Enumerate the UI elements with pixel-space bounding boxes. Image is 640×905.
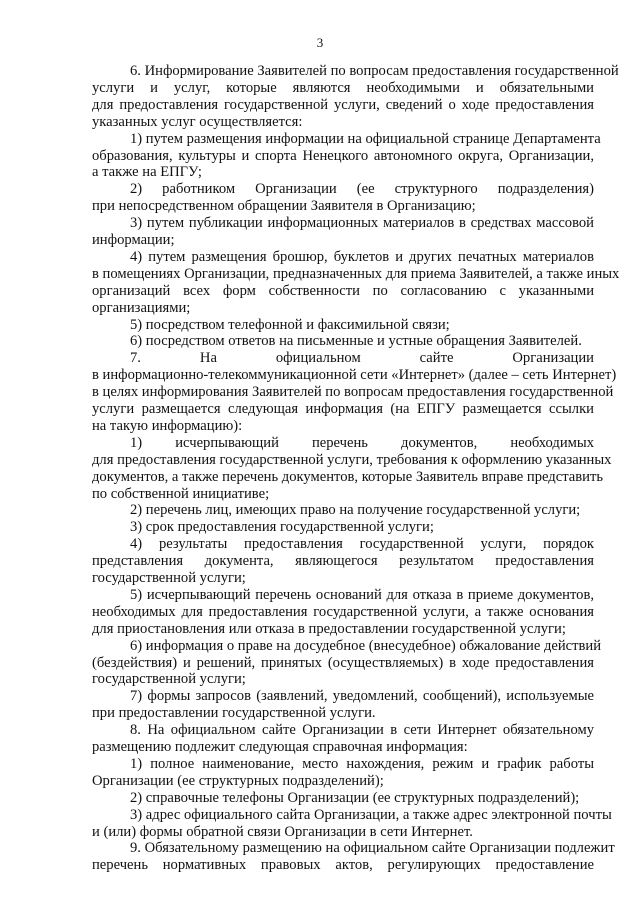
text-line: для предоставления государственной услуги, требования к оформлению указанных — [92, 451, 612, 468]
text-line: размещению подлежит следующая справочная информация: — [92, 739, 468, 755]
text-line: документов, а также перечень документов, которые Заявитель вправе представить — [92, 468, 603, 485]
text-line: при предоставлении государственной услуги. — [92, 705, 376, 722]
text-line: (бездействия) и решений, принятых (осуществляемых) в ходе предоставления — [92, 654, 594, 671]
text-line: 5) исчерпывающий перечень оснований для отказа в приеме документов, — [130, 586, 594, 603]
text-line: государственной услуги; — [92, 570, 246, 586]
text-line: 1) исчерпывающий перечень документов, необходимых — [130, 434, 594, 451]
text-line: 2) работником Организации (ее структурного подразделения) — [130, 181, 594, 198]
text-line: для приостановления или отказа в предоставлении государственной услуги; — [92, 620, 566, 637]
text-line: а также на ЕПГУ; — [92, 164, 202, 181]
text-line: представления документа, являющегося результатом предоставления — [92, 553, 594, 570]
text-line: в информационно-телекоммуникационной сети «Интернет» (далее – сеть Интернет) — [92, 367, 617, 384]
text-line: государственной услуги; — [92, 671, 246, 688]
text-line: 3) адрес официального сайта Организации, а также адрес электронной почты — [130, 806, 612, 823]
text-line: образования, культуры и спорта Ненецкого автономного округа, Организации, — [92, 147, 594, 164]
text-line: 4) путем размещения брошюр, буклетов и других печатных материалов — [130, 248, 594, 265]
text-line: 8. На официальном сайте Организации в сети Интернет обязательному — [130, 722, 594, 739]
text-line: 5) посредством телефонной и факсимильной связи; — [130, 316, 450, 333]
text-line: на такую информацию): — [92, 417, 243, 434]
text-line: в целях информирования Заявителей по вопросам предоставления государственной — [92, 384, 614, 401]
text-line: перечень нормативных правовых актов, регулирующих предоставление — [92, 857, 594, 874]
text-line: при непосредственном обращении Заявителя в Организацию; — [92, 198, 476, 215]
text-line: необходимых для предоставления государственной услуги, а также основания — [92, 603, 594, 620]
text-line: в помещениях Организации, предназначенных для приема Заявителей, а также иных — [92, 265, 620, 282]
text-line: 6) посредством ответов на письменные и устные обращения Заявителей. — [130, 333, 582, 350]
text-line: 1) полное наименование, место нахождения, режим и график работы — [130, 755, 594, 772]
text-line: по собственной инициативе; — [92, 485, 270, 502]
page-number: 3 — [316, 35, 324, 50]
text-line: информации; — [92, 232, 175, 248]
text-line: Организации (ее структурных подразделений); — [92, 772, 384, 789]
text-line: 4) результаты предоставления государственной услуги, порядок — [130, 536, 594, 553]
text-line: 7. На официальном сайте Организации — [130, 350, 594, 367]
text-line: 1) путем размещения информации на официальной странице Департамента — [130, 130, 601, 147]
text-line: 2) перечень лиц, имеющих право на получение государственной услуги; — [130, 502, 581, 519]
text-line: указанных услуг осуществляется: — [92, 113, 303, 130]
text-line: услуги и услуг, которые являются необходимыми и обязательными — [92, 79, 594, 96]
text-line: и (или) формы обратной связи Организации в сети Интернет. — [92, 823, 473, 840]
text-line: организациями; — [92, 299, 191, 316]
text-line: 3) срок предоставления государственной услуги; — [130, 519, 434, 536]
text-line: 7) формы запросов (заявлений, уведомлений, сообщений), используемые — [130, 688, 594, 705]
text-line: 2) справочные телефоны Организации (ее структурных подразделений); — [130, 789, 580, 806]
text-line: для предоставления государственной услуги, сведений о ходе предоставления — [92, 96, 594, 113]
text-line: услуги размещается следующая информация (на ЕПГУ размещается ссылки — [92, 401, 594, 417]
text-line: 6) информация о праве на досудебное (внесудебное) обжалование действий — [130, 637, 602, 654]
text-line: 9. Обязательному размещению на официальном сайте Организации подлежит — [130, 840, 615, 857]
text-line: 6. Информирование Заявителей по вопросам предоставления государственной — [130, 63, 619, 79]
text-line: организаций всех форм собственности по согласованию с указанными — [92, 282, 594, 299]
text-line: 3) путем публикации информационных материалов в средствах массовой — [130, 215, 594, 232]
